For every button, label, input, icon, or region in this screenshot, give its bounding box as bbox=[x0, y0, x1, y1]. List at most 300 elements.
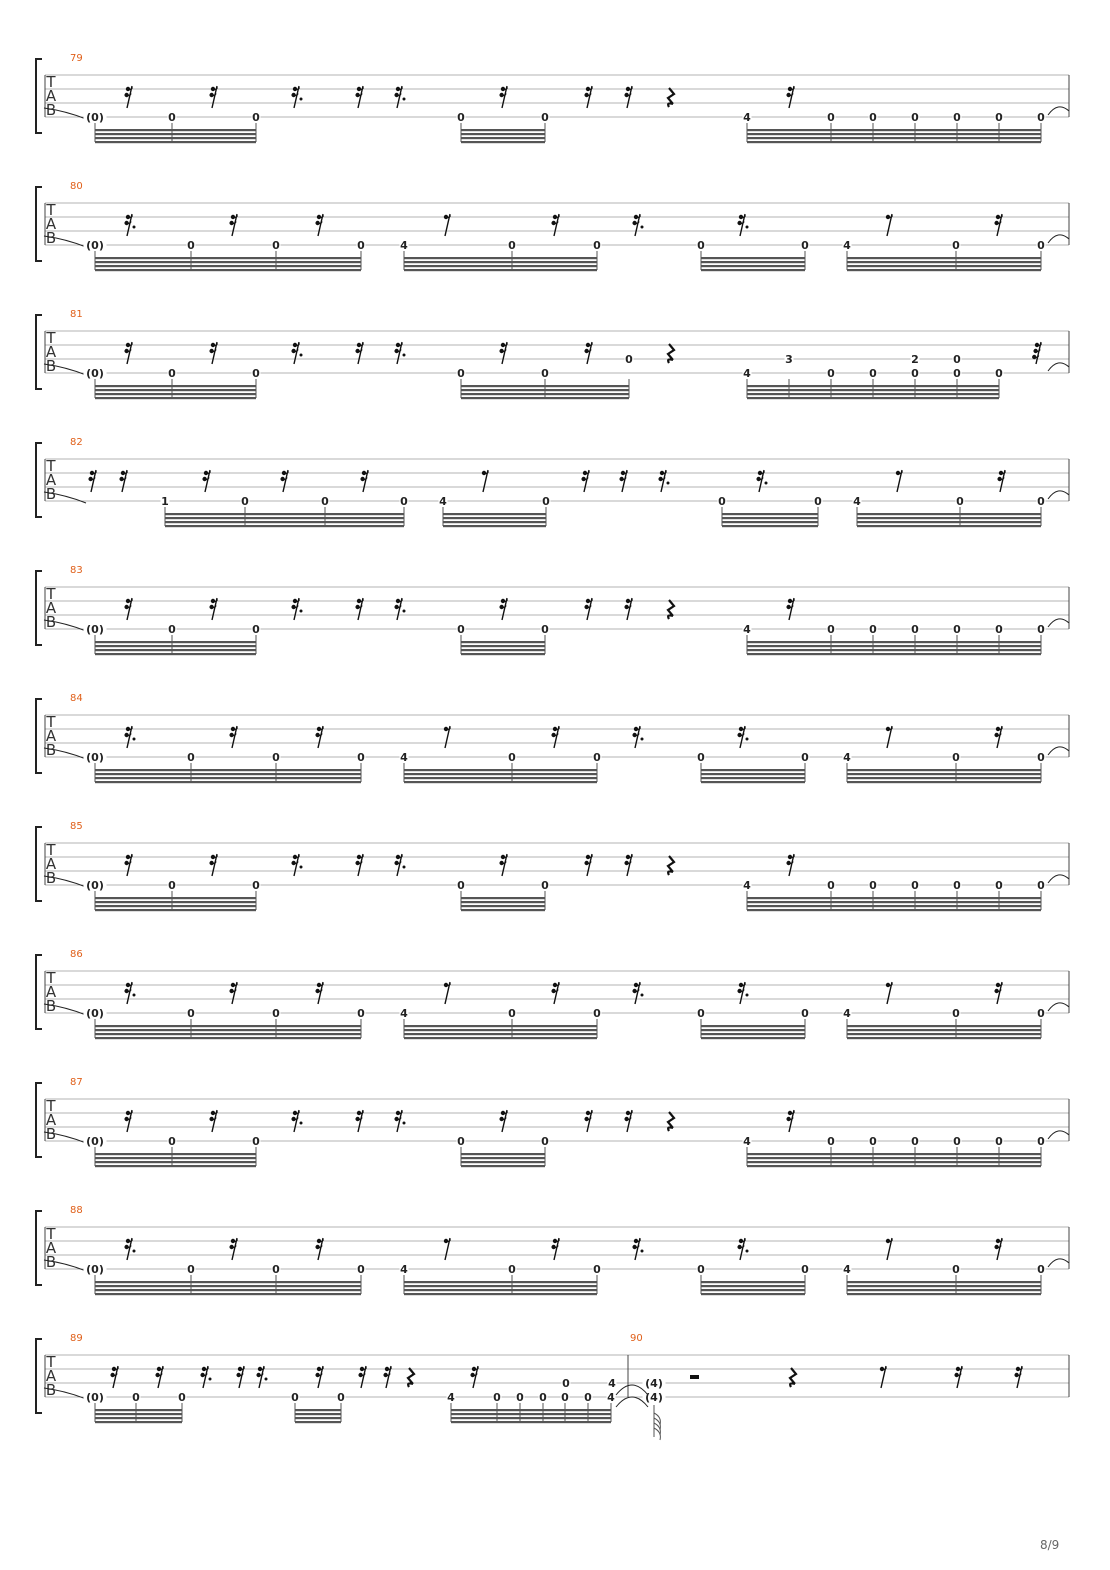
fret-number-9-7: 0 bbox=[697, 1263, 705, 1276]
beam-8-1-3 bbox=[461, 1165, 545, 1167]
fret-number-5-11: 0 bbox=[1037, 751, 1045, 764]
fret-number-0-4: 0 bbox=[541, 111, 549, 124]
fret-number-3-5: 0 bbox=[542, 495, 550, 508]
rest-q-s0-8 bbox=[668, 88, 674, 107]
tab-letter-a-4: A bbox=[45, 599, 57, 617]
beam-3-1-1 bbox=[443, 517, 546, 519]
fret-number-2-11: 0 bbox=[953, 353, 961, 366]
tab-letter-t-2: T bbox=[46, 329, 56, 347]
beam-0-1-1 bbox=[461, 133, 545, 135]
beam-7-3-3 bbox=[847, 1037, 1041, 1039]
fret-number-3-8: 4 bbox=[853, 495, 861, 508]
beam-10-1-0 bbox=[295, 1409, 341, 1411]
tab-letter-t-10: T bbox=[46, 1353, 56, 1371]
beam-5-1-0 bbox=[404, 769, 597, 771]
fret-number-2-10: 2 bbox=[911, 353, 919, 366]
fret-number-6-10: 0 bbox=[995, 879, 1003, 892]
tab-letter-t-9: T bbox=[46, 1225, 56, 1243]
beam-6-2-3 bbox=[747, 909, 1041, 911]
fret-number-6-2: 0 bbox=[252, 879, 260, 892]
rest-q-s2-7 bbox=[668, 344, 674, 363]
fret-number-8-11: 0 bbox=[1037, 1135, 1045, 1148]
tie-out-8 bbox=[1048, 1131, 1069, 1139]
beam-4-0-3 bbox=[95, 653, 256, 655]
rest-q-s6-8 bbox=[668, 856, 674, 875]
beam-3-2-0 bbox=[722, 513, 818, 515]
tab-letter-a-2: A bbox=[45, 343, 57, 361]
beam-7-0-3 bbox=[95, 1037, 361, 1039]
beam-10-1-3 bbox=[295, 1421, 341, 1423]
fret-number-10-3: 0 bbox=[291, 1391, 299, 1404]
beam-1-0-3 bbox=[95, 269, 361, 271]
measure-number-81: 81 bbox=[70, 309, 83, 320]
beam-7-0-1 bbox=[95, 1029, 361, 1031]
beam-9-3-2 bbox=[847, 1289, 1041, 1291]
beam-2-2-1 bbox=[747, 389, 999, 391]
beam-7-2-0 bbox=[701, 1025, 805, 1027]
beam-4-2-3 bbox=[747, 653, 1041, 655]
tie-out-4 bbox=[1048, 619, 1069, 627]
tie-out-7 bbox=[1048, 1003, 1069, 1011]
tab-letter-b-1: B bbox=[45, 229, 57, 247]
tab-letter-b-9: B bbox=[45, 1253, 57, 1271]
tab-letter-a-5: A bbox=[45, 727, 57, 745]
tab-letter-t-5: T bbox=[46, 713, 56, 731]
beam-8-0-1 bbox=[95, 1157, 256, 1159]
beam-1-2-2 bbox=[701, 265, 805, 267]
fret-number-4-3: 0 bbox=[457, 623, 465, 636]
beam-0-0-2 bbox=[95, 137, 256, 139]
tie-out-3 bbox=[1048, 491, 1069, 499]
fret-number-2-2: 0 bbox=[252, 367, 260, 380]
fret-number-1-10: 0 bbox=[952, 239, 960, 252]
fret-number-6-3: 0 bbox=[457, 879, 465, 892]
beam-7-1-3 bbox=[404, 1037, 597, 1039]
beam-1-3-0 bbox=[847, 257, 1041, 259]
beam-8-2-3 bbox=[747, 1165, 1041, 1167]
beam-9-1-1 bbox=[404, 1285, 597, 1287]
fret-number-4-0: (0) bbox=[86, 623, 104, 636]
fret-number-5-7: 0 bbox=[697, 751, 705, 764]
beam-3-0-1 bbox=[165, 517, 404, 519]
beam-8-2-0 bbox=[747, 1153, 1041, 1155]
beam-0-2-2 bbox=[747, 137, 1041, 139]
tab-letter-b-6: B bbox=[45, 869, 57, 887]
fret-number-9-6: 0 bbox=[593, 1263, 601, 1276]
fret-number-1-2: 0 bbox=[272, 239, 280, 252]
beam-8-1-0 bbox=[461, 1153, 545, 1155]
fret-number-9-5: 0 bbox=[508, 1263, 516, 1276]
fret-number-9-10: 0 bbox=[952, 1263, 960, 1276]
rest-8-s9-3 bbox=[444, 1238, 451, 1260]
fret-number-10-7: 0 bbox=[516, 1391, 524, 1404]
tie-out-1 bbox=[1048, 235, 1069, 243]
tab-letter-b-3: B bbox=[45, 485, 57, 503]
fret-number-7-3: 0 bbox=[357, 1007, 365, 1020]
beam-5-3-2 bbox=[847, 777, 1041, 779]
rest-q-s8-8 bbox=[668, 1112, 674, 1131]
beam-4-0-2 bbox=[95, 649, 256, 651]
tab-letter-t-7: T bbox=[46, 969, 56, 987]
fret-number-7-8: 0 bbox=[801, 1007, 809, 1020]
fret-number-7-4: 4 bbox=[400, 1007, 408, 1020]
fret-number-2-8: 0 bbox=[827, 367, 835, 380]
beam-10-2-0 bbox=[451, 1409, 611, 1411]
fret-number-0-3: 0 bbox=[457, 111, 465, 124]
fret-number-8-3: 0 bbox=[457, 1135, 465, 1148]
page-number: 8/9 bbox=[1040, 1538, 1060, 1552]
beam-1-2-3 bbox=[701, 269, 805, 271]
fret-number-10-4: 0 bbox=[337, 1391, 345, 1404]
beam-9-0-3 bbox=[95, 1293, 361, 1295]
beam-6-2-0 bbox=[747, 897, 1041, 899]
beam-9-0-2 bbox=[95, 1289, 361, 1291]
fret-number-6-11: 0 bbox=[1037, 879, 1045, 892]
beam-10-0-3 bbox=[95, 1421, 182, 1423]
beam-1-1-3 bbox=[404, 269, 597, 271]
fret-number-10-11: 4 bbox=[607, 1391, 615, 1404]
tab-letter-a-1: A bbox=[45, 215, 57, 233]
tab-letter-b-4: B bbox=[45, 613, 57, 631]
fret-number-3-3: 0 bbox=[400, 495, 408, 508]
fret-number-9-1: 0 bbox=[187, 1263, 195, 1276]
beam-6-1-2 bbox=[461, 905, 545, 907]
fret-number-0-7: 0 bbox=[869, 111, 877, 124]
fret-number-5-5: 0 bbox=[508, 751, 516, 764]
tab-letter-t-3: T bbox=[46, 457, 56, 475]
fret-number-5-10: 0 bbox=[952, 751, 960, 764]
rest-8-s1-3 bbox=[444, 214, 451, 236]
final-note-flag-3 bbox=[654, 1428, 660, 1440]
fret-number-8-2: 0 bbox=[252, 1135, 260, 1148]
fret-number-5-3: 0 bbox=[357, 751, 365, 764]
beam-5-0-3 bbox=[95, 781, 361, 783]
tie-out-6 bbox=[1048, 875, 1069, 883]
beam-1-1-0 bbox=[404, 257, 597, 259]
beam-3-3-3 bbox=[857, 525, 1041, 527]
beam-1-0-2 bbox=[95, 265, 361, 267]
fret-number-10-1: 0 bbox=[132, 1391, 140, 1404]
fret-number-3-4: 4 bbox=[439, 495, 447, 508]
fret-number-9-2: 0 bbox=[272, 1263, 280, 1276]
beam-8-0-2 bbox=[95, 1161, 256, 1163]
beam-7-1-0 bbox=[404, 1025, 597, 1027]
beam-0-0-1 bbox=[95, 133, 256, 135]
beam-3-3-2 bbox=[857, 521, 1041, 523]
fret-number-7-11: 0 bbox=[1037, 1007, 1045, 1020]
tab-letter-a-0: A bbox=[45, 87, 57, 105]
fret-number-0-0: (0) bbox=[86, 111, 104, 124]
beam-5-1-3 bbox=[404, 781, 597, 783]
fret-number-8-7: 0 bbox=[869, 1135, 877, 1148]
rest-8-s10-12 bbox=[880, 1366, 887, 1388]
fret-number-10-0: (0) bbox=[86, 1391, 104, 1404]
fret-number-8-0: (0) bbox=[86, 1135, 104, 1148]
tie-out-9 bbox=[1048, 1259, 1069, 1267]
fret-number-2-12: 0 bbox=[911, 367, 919, 380]
fret-number-9-8: 0 bbox=[801, 1263, 809, 1276]
tab-letter-b-0: B bbox=[45, 101, 57, 119]
beam-6-1-3 bbox=[461, 909, 545, 911]
beam-1-0-1 bbox=[95, 261, 361, 263]
system-bracket-3 bbox=[36, 443, 42, 517]
tab-letter-t-4: T bbox=[46, 585, 56, 603]
beam-4-2-0 bbox=[747, 641, 1041, 643]
fret-number-7-1: 0 bbox=[187, 1007, 195, 1020]
system-bracket-1 bbox=[36, 187, 42, 261]
system-bracket-0 bbox=[36, 59, 42, 133]
fret-number-3-2: 0 bbox=[321, 495, 329, 508]
beam-2-0-1 bbox=[95, 389, 256, 391]
beam-9-1-2 bbox=[404, 1289, 597, 1291]
tab-letter-a-6: A bbox=[45, 855, 57, 873]
fret-number-10-15: (4) bbox=[645, 1391, 663, 1404]
beam-5-1-2 bbox=[404, 777, 597, 779]
fret-number-7-9: 4 bbox=[843, 1007, 851, 1020]
fret-number-6-5: 4 bbox=[743, 879, 751, 892]
fret-number-6-8: 0 bbox=[911, 879, 919, 892]
beam-5-0-0 bbox=[95, 769, 361, 771]
fret-number-1-11: 0 bbox=[1037, 239, 1045, 252]
beam-1-3-2 bbox=[847, 265, 1041, 267]
fret-number-1-7: 0 bbox=[697, 239, 705, 252]
beam-8-1-1 bbox=[461, 1157, 545, 1159]
fret-number-2-1: 0 bbox=[168, 367, 176, 380]
beam-2-0-3 bbox=[95, 397, 256, 399]
beam-7-2-3 bbox=[701, 1037, 805, 1039]
system-bracket-8 bbox=[36, 1083, 42, 1157]
fret-number-8-4: 0 bbox=[541, 1135, 549, 1148]
measure-number-87: 87 bbox=[70, 1077, 83, 1088]
tab-letter-b-10: B bbox=[45, 1381, 57, 1399]
system-bracket-9 bbox=[36, 1211, 42, 1285]
measure-number-82: 82 bbox=[70, 437, 83, 448]
beam-8-0-0 bbox=[95, 1153, 256, 1155]
fret-number-4-10: 0 bbox=[995, 623, 1003, 636]
rest-q-s10-8 bbox=[408, 1368, 414, 1387]
tab-letter-b-2: B bbox=[45, 357, 57, 375]
measure-number-85: 85 bbox=[70, 821, 83, 832]
fret-number-5-6: 0 bbox=[593, 751, 601, 764]
system-bracket-5 bbox=[36, 699, 42, 773]
fret-number-0-10: 0 bbox=[995, 111, 1003, 124]
fret-number-5-9: 4 bbox=[843, 751, 851, 764]
fret-number-7-10: 0 bbox=[952, 1007, 960, 1020]
beam-7-2-2 bbox=[701, 1033, 805, 1035]
fret-number-4-5: 4 bbox=[743, 623, 751, 636]
measure-number-84: 84 bbox=[70, 693, 83, 704]
fret-number-1-6: 0 bbox=[593, 239, 601, 252]
beam-3-2-3 bbox=[722, 525, 818, 527]
measure-number-80: 80 bbox=[70, 181, 83, 192]
fret-number-10-8: 0 bbox=[539, 1391, 547, 1404]
beam-3-1-2 bbox=[443, 521, 546, 523]
beam-0-1-0 bbox=[461, 129, 545, 131]
tab-letter-a-7: A bbox=[45, 983, 57, 1001]
beam-10-2-2 bbox=[451, 1417, 611, 1419]
fret-number-1-0: (0) bbox=[86, 239, 104, 252]
tab-letter-t-6: T bbox=[46, 841, 56, 859]
beam-0-2-3 bbox=[747, 141, 1041, 143]
beam-6-0-1 bbox=[95, 901, 256, 903]
fret-number-10-13: 4 bbox=[608, 1377, 616, 1390]
beam-3-2-1 bbox=[722, 517, 818, 519]
tie-out-5 bbox=[1048, 747, 1069, 755]
fret-number-1-4: 4 bbox=[400, 239, 408, 252]
fret-number-4-8: 0 bbox=[911, 623, 919, 636]
measure-number-88: 88 bbox=[70, 1205, 83, 1216]
beam-8-2-2 bbox=[747, 1161, 1041, 1163]
fret-number-5-2: 0 bbox=[272, 751, 280, 764]
fret-number-5-0: (0) bbox=[86, 751, 104, 764]
beam-2-0-2 bbox=[95, 393, 256, 395]
fret-number-4-11: 0 bbox=[1037, 623, 1045, 636]
fret-number-1-5: 0 bbox=[508, 239, 516, 252]
beam-9-2-1 bbox=[701, 1285, 805, 1287]
beam-6-0-3 bbox=[95, 909, 256, 911]
tab-letter-b-8: B bbox=[45, 1125, 57, 1143]
rest-8-s5-7 bbox=[886, 726, 893, 748]
fret-number-1-8: 0 bbox=[801, 239, 809, 252]
fret-number-2-14: 0 bbox=[995, 367, 1003, 380]
beam-0-0-3 bbox=[95, 141, 256, 143]
fret-number-2-9: 0 bbox=[869, 367, 877, 380]
beam-5-3-0 bbox=[847, 769, 1041, 771]
beam-3-0-0 bbox=[165, 513, 404, 515]
beam-0-1-2 bbox=[461, 137, 545, 139]
tie-out-2 bbox=[1048, 363, 1069, 371]
beam-3-2-2 bbox=[722, 521, 818, 523]
beam-3-3-0 bbox=[857, 513, 1041, 515]
beam-9-1-3 bbox=[404, 1293, 597, 1295]
fret-number-8-1: 0 bbox=[168, 1135, 176, 1148]
tab-letter-b-5: B bbox=[45, 741, 57, 759]
beam-3-0-2 bbox=[165, 521, 404, 523]
beam-4-1-3 bbox=[461, 653, 545, 655]
beam-0-0-0 bbox=[95, 129, 256, 131]
beam-3-1-0 bbox=[443, 513, 546, 515]
fret-number-9-3: 0 bbox=[357, 1263, 365, 1276]
fret-number-7-2: 0 bbox=[272, 1007, 280, 1020]
beam-10-0-1 bbox=[95, 1413, 182, 1415]
rest-8-s7-7 bbox=[886, 982, 893, 1004]
fret-number-2-6: 4 bbox=[743, 367, 751, 380]
beam-5-2-1 bbox=[701, 773, 805, 775]
beam-4-2-2 bbox=[747, 649, 1041, 651]
fret-number-2-7: 3 bbox=[785, 353, 793, 366]
beam-10-2-1 bbox=[451, 1413, 611, 1415]
rest-8-s7-3 bbox=[444, 982, 451, 1004]
beam-6-1-0 bbox=[461, 897, 545, 899]
fret-number-4-1: 0 bbox=[168, 623, 176, 636]
beam-9-3-0 bbox=[847, 1281, 1041, 1283]
tab-letter-a-9: A bbox=[45, 1239, 57, 1257]
fret-number-10-12: 0 bbox=[562, 1377, 570, 1390]
beam-9-2-0 bbox=[701, 1281, 805, 1283]
fret-number-9-11: 0 bbox=[1037, 1263, 1045, 1276]
fret-number-4-9: 0 bbox=[953, 623, 961, 636]
tab-letter-t-8: T bbox=[46, 1097, 56, 1115]
fret-number-8-6: 0 bbox=[827, 1135, 835, 1148]
beam-2-2-3 bbox=[747, 397, 999, 399]
fret-number-4-4: 0 bbox=[541, 623, 549, 636]
beam-4-2-1 bbox=[747, 645, 1041, 647]
fret-number-0-9: 0 bbox=[953, 111, 961, 124]
beam-3-0-3 bbox=[165, 525, 404, 527]
beam-7-3-1 bbox=[847, 1029, 1041, 1031]
fret-number-6-4: 0 bbox=[541, 879, 549, 892]
fret-number-1-3: 0 bbox=[357, 239, 365, 252]
fret-number-10-14: (4) bbox=[645, 1377, 663, 1390]
fret-number-8-9: 0 bbox=[953, 1135, 961, 1148]
beam-9-0-0 bbox=[95, 1281, 361, 1283]
fret-number-5-1: 0 bbox=[187, 751, 195, 764]
beam-5-0-1 bbox=[95, 773, 361, 775]
fret-number-0-8: 0 bbox=[911, 111, 919, 124]
beam-9-0-1 bbox=[95, 1285, 361, 1287]
beam-6-2-1 bbox=[747, 901, 1041, 903]
beam-10-1-1 bbox=[295, 1413, 341, 1415]
fret-number-3-9: 0 bbox=[956, 495, 964, 508]
beam-9-3-3 bbox=[847, 1293, 1041, 1295]
beam-9-2-2 bbox=[701, 1289, 805, 1291]
fret-number-10-5: 4 bbox=[447, 1391, 455, 1404]
beam-0-1-3 bbox=[461, 141, 545, 143]
fret-number-0-6: 0 bbox=[827, 111, 835, 124]
beam-8-1-2 bbox=[461, 1161, 545, 1163]
tab-letter-b-7: B bbox=[45, 997, 57, 1015]
beam-9-1-0 bbox=[404, 1281, 597, 1283]
beam-6-1-1 bbox=[461, 901, 545, 903]
fret-number-2-13: 0 bbox=[953, 367, 961, 380]
fret-number-6-1: 0 bbox=[168, 879, 176, 892]
beam-2-1-1 bbox=[461, 389, 629, 391]
fret-number-3-1: 0 bbox=[241, 495, 249, 508]
measure-number-79: 79 bbox=[70, 53, 83, 64]
beam-1-3-3 bbox=[847, 269, 1041, 271]
fret-number-8-5: 4 bbox=[743, 1135, 751, 1148]
rest-8-s3-10 bbox=[896, 470, 903, 492]
tab-letter-a-3: A bbox=[45, 471, 57, 489]
measure-number-89: 89 bbox=[70, 1333, 83, 1344]
beam-7-0-2 bbox=[95, 1033, 361, 1035]
beam-4-1-0 bbox=[461, 641, 545, 643]
beam-5-2-3 bbox=[701, 781, 805, 783]
rest-q-s10-11 bbox=[790, 1368, 796, 1387]
beam-10-0-0 bbox=[95, 1409, 182, 1411]
beam-2-1-0 bbox=[461, 385, 629, 387]
beam-9-3-1 bbox=[847, 1285, 1041, 1287]
tie-out-0 bbox=[1048, 107, 1069, 115]
fret-number-6-9: 0 bbox=[953, 879, 961, 892]
beam-7-2-1 bbox=[701, 1029, 805, 1031]
beam-0-2-0 bbox=[747, 129, 1041, 131]
system-bracket-7 bbox=[36, 955, 42, 1029]
fret-number-0-2: 0 bbox=[252, 111, 260, 124]
fret-number-8-10: 0 bbox=[995, 1135, 1003, 1148]
beam-1-2-1 bbox=[701, 261, 805, 263]
system-bracket-10 bbox=[36, 1339, 42, 1413]
beam-5-2-0 bbox=[701, 769, 805, 771]
beam-4-0-1 bbox=[95, 645, 256, 647]
fret-number-1-1: 0 bbox=[187, 239, 195, 252]
fret-number-4-2: 0 bbox=[252, 623, 260, 636]
fret-number-10-9: 0 bbox=[561, 1391, 569, 1404]
beam-7-3-2 bbox=[847, 1033, 1041, 1035]
beam-2-2-2 bbox=[747, 393, 999, 395]
beam-5-1-1 bbox=[404, 773, 597, 775]
fret-number-7-0: (0) bbox=[86, 1007, 104, 1020]
